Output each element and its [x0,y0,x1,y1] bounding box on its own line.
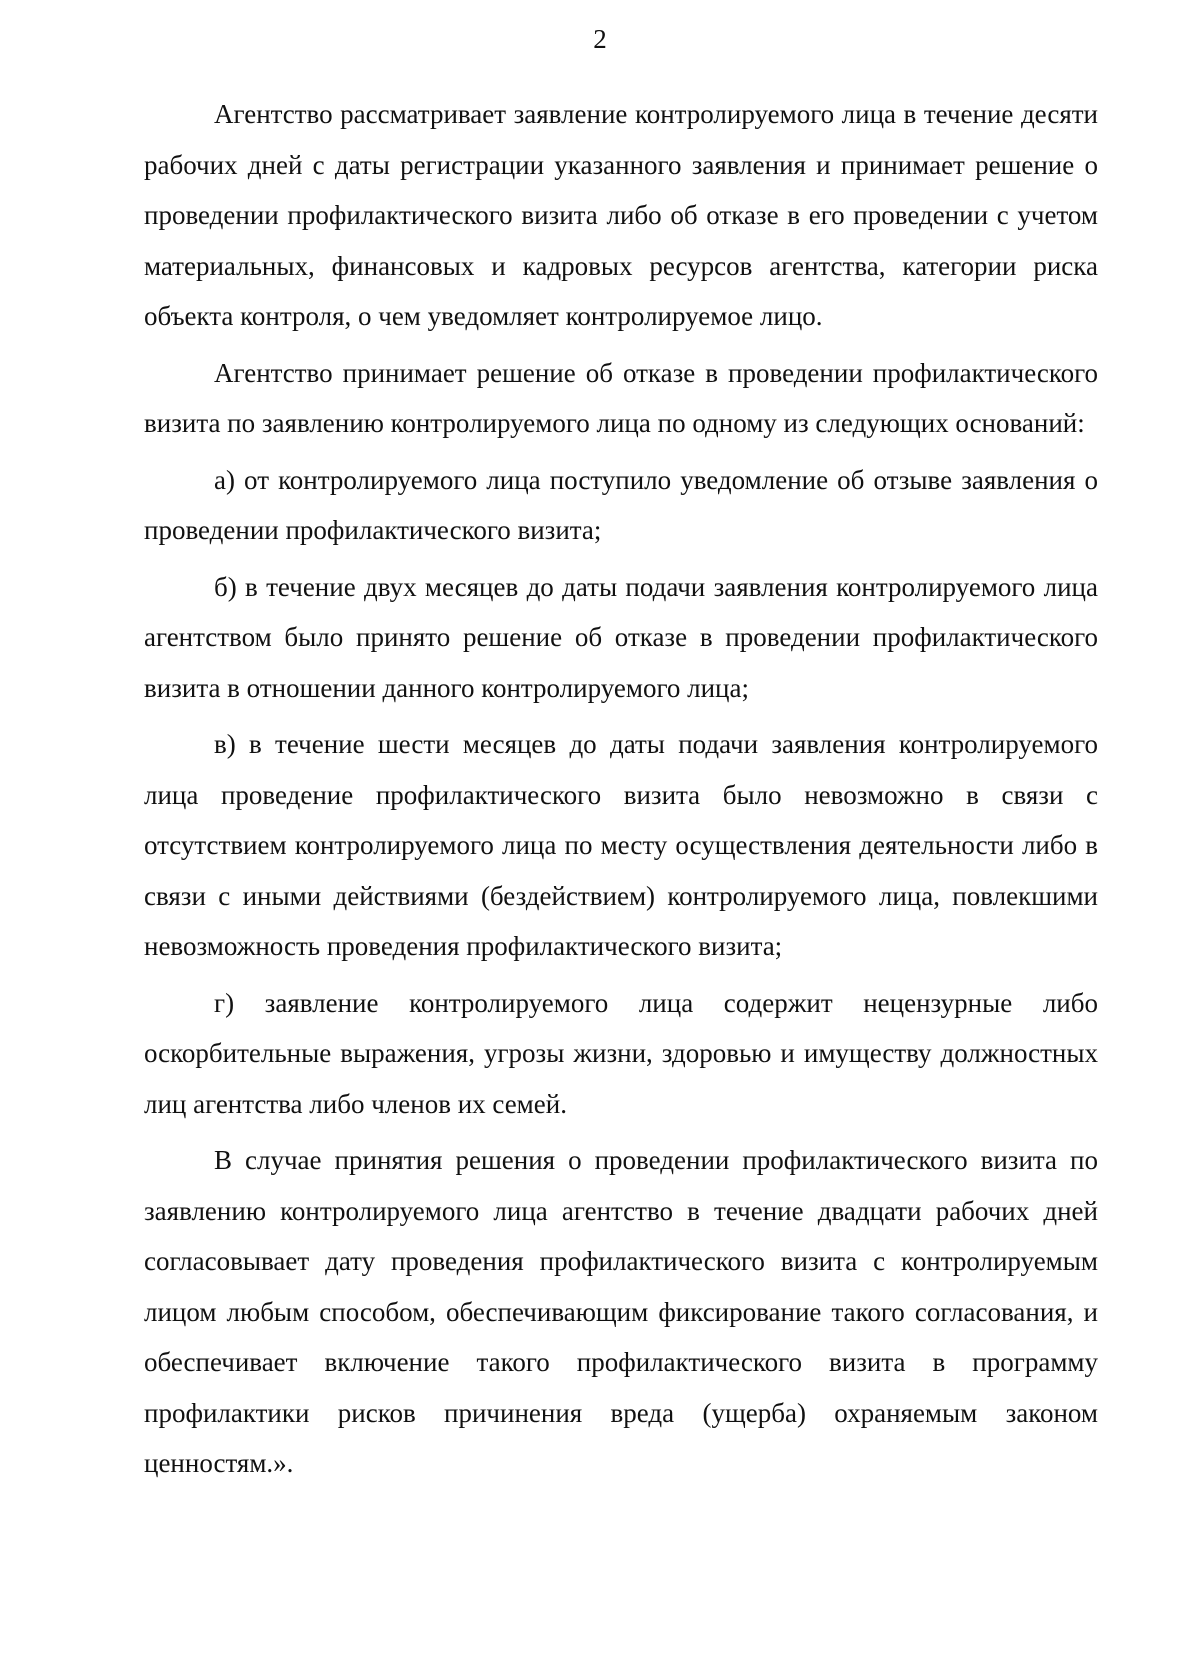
paragraph-refusal-grounds-intro: Агентство принимает решение об отказе в проведении профилактического визита по заявлению контролируемого лица по одному из следующих оснований: [144,357,1098,438]
paragraph-ground-a: а) от контролируемого лица поступило уведомление об отзыве заявления о проведении профилактического визита; [144,464,1098,545]
paragraph-ground-b: б) в течение двух месяцев до даты подачи заявления контролируемого лица агентством было принято решение об отказе в проведении профилактического визита в отношении данного контролируемого лица; [144,571,1098,703]
paragraph-ground-g: г) заявление контролируемого лица содержит нецензурные либо оскорбительные выражения, угрозы жизни, здоровью и имуществу должностных лиц агентства либо членов их семей. [144,987,1098,1119]
paragraph-scheduling: В случае принятия решения о проведении профилактического визита по заявлению контролируемого лица агентство в течение двадцати рабочих дней согласовывает дату проведения профилактического визита с контролируемым лицом любым способом, обеспечивающим фиксирование такого согласования, и обеспечивает включение такого профилактического визита в программу профилактики рисков причинения вреда (ущерба) охраняемым законом ценностям.». [144,1145,1098,1478]
document-body [144,89,1098,1495]
paragraph-ground-v: в) в течение шести месяцев до даты подачи заявления контролируемого лица проведение профилактического визита было невозможно в связи с отсутствием контролируемого лица по месту осуществления деятельности либо в связи с иными действиями (бездействием) контролируемого лица, повлекшими невозможность проведения профилактического визита; [144,729,1098,961]
page-number: 2 [593,24,607,54]
paragraph-review-period: Агентство рассматривает заявление контролируемого лица в течение десяти рабочих дней с даты регистрации указанного заявления и принимает решение о проведении профилактического визита либо об отказе в его проведении с учетом материальных, финансовых и кадровых ресурсов агентства, категории риска объекта контроля, о чем уведомляет контролируемое лицо. [144,99,1098,331]
